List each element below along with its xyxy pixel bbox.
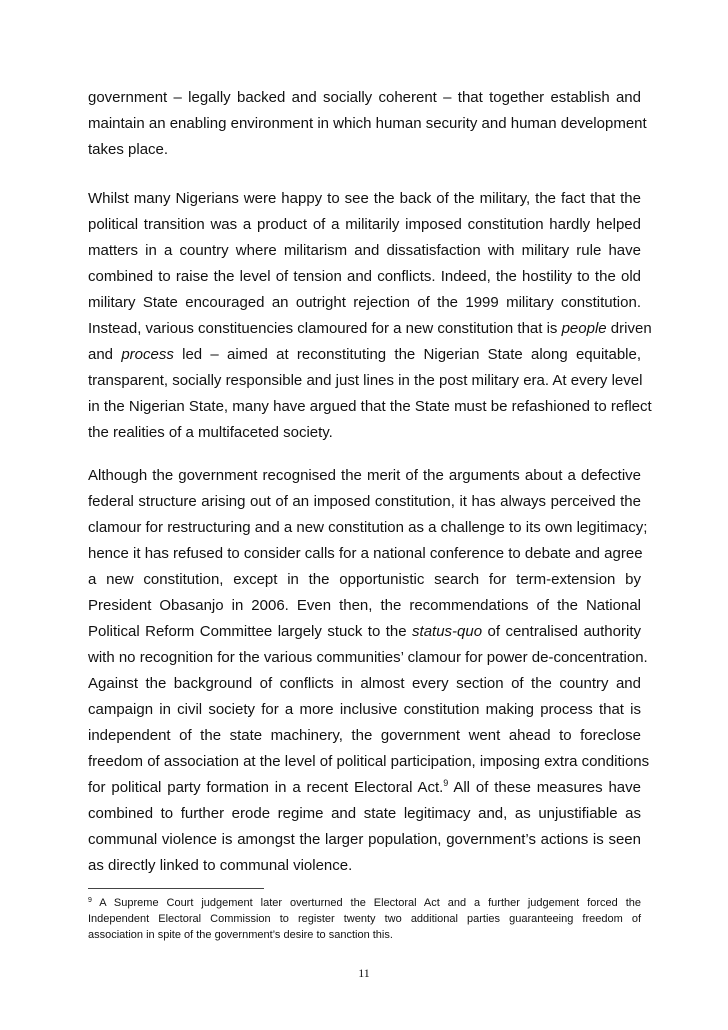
paragraph-line: hence it has refused to consider calls for a national conference to debate and agree [88, 545, 643, 562]
text-run: for political party formation in a recent Electoral Act. [88, 779, 444, 796]
paragraph-line: freedom of association at the level of political participation, imposing extra conditions [88, 753, 650, 770]
footnote-reference[interactable]: 9 [443, 778, 449, 788]
emphasis-text: people [561, 320, 607, 337]
text-run: Instead, various constituencies clamoured for a new constitution that is [88, 320, 562, 337]
footnote [88, 895, 641, 943]
paragraph-line: combined to raise the level of tension and conflicts. Indeed, the hostility to the old [88, 268, 641, 285]
paragraph-line: military State encouraged an outright rejection of the 1999 military constitution. [88, 294, 641, 311]
paragraph-line: in the Nigerian State, many have argued that the State must be refashioned to reflect [88, 398, 652, 415]
paragraph-line: President Obasanjo in 2006. Even then, the recommendations of the National [88, 597, 641, 614]
paragraph-line: campaign in civil society for a more inclusive constitution making process that is [88, 701, 641, 718]
paragraph-line: government – legally backed and socially coherent – that together establish and [88, 89, 641, 106]
footnote-marker: 9 [88, 897, 92, 904]
paragraph-line: independent of the state machinery, the government went ahead to foreclose [88, 727, 641, 744]
paragraph-line: Whilst many Nigerians were happy to see the back of the military, the fact that the [88, 190, 641, 207]
footnote-line [88, 895, 641, 911]
page-number: 11 [358, 966, 370, 980]
paragraph-line: communal violence is amongst the larger population, government’s actions is seen [88, 831, 641, 848]
footnote-separator [88, 888, 264, 889]
emphasis-text: status-quo [412, 623, 483, 640]
paragraph-line: the realities of a multifaceted society. [88, 424, 333, 441]
text-run: All of these measures have [448, 779, 641, 796]
paragraph-line: political transition was a product of a militarily imposed constitution hardly helped [88, 216, 641, 233]
paragraph-line: maintain an enabling environment in which human security and human development [88, 115, 647, 132]
text-run: A Supreme Court judgement later overturned the Electoral Act and a further judgement forced the [91, 897, 641, 909]
paragraph-line: clamour for restructuring and a new constitution as a challenge to its own legitimacy; [88, 519, 648, 536]
paragraph-line: federal structure arising out of an imposed constitution, it has always perceived the [88, 493, 641, 510]
paragraph-3 [88, 463, 650, 879]
paragraph-line [88, 316, 652, 342]
paragraph-line: a new constitution, except in the opportunistic search for term-extension by [88, 571, 641, 588]
paragraph-line [88, 619, 641, 645]
paragraph-line [88, 775, 641, 801]
paragraph-line: matters in a country where militarism and dissatisfaction with military rule have [88, 242, 641, 259]
paragraph-line: combined to further erode regime and state legitimacy and, as unjustifiable as [88, 805, 641, 822]
paragraph-line: transparent, socially responsible and just lines in the post military era. At every level [88, 372, 643, 389]
paragraph-1 [88, 85, 647, 163]
paragraph-line: as directly linked to communal violence. [88, 857, 353, 874]
text-run: led – aimed at reconstituting the Nigerian State along equitable, [173, 346, 642, 363]
paragraph-line: with no recognition for the various communities’ clamour for power de-concentration. [88, 649, 648, 666]
paragraph-line: Against the background of conflicts in almost every section of the country and [88, 675, 641, 692]
paragraph-line [88, 342, 641, 368]
footnote-line: association in spite of the government’s desire to sanction this. [88, 929, 393, 941]
text-run: driven [606, 320, 652, 337]
text-run: Political Reform Committee largely stuck to the [88, 623, 413, 640]
emphasis-text: process [121, 346, 174, 363]
paragraph-line: Although the government recognised the merit of the arguments about a defective [88, 467, 641, 484]
paragraph-line: takes place. [88, 141, 169, 158]
paragraph-2 [88, 186, 652, 446]
footnote-line: Independent Electoral Commission to register twenty two additional parties guaranteeing freedom of [88, 913, 641, 925]
text-run: of centralised authority [482, 623, 641, 640]
text-run: and [88, 346, 122, 363]
